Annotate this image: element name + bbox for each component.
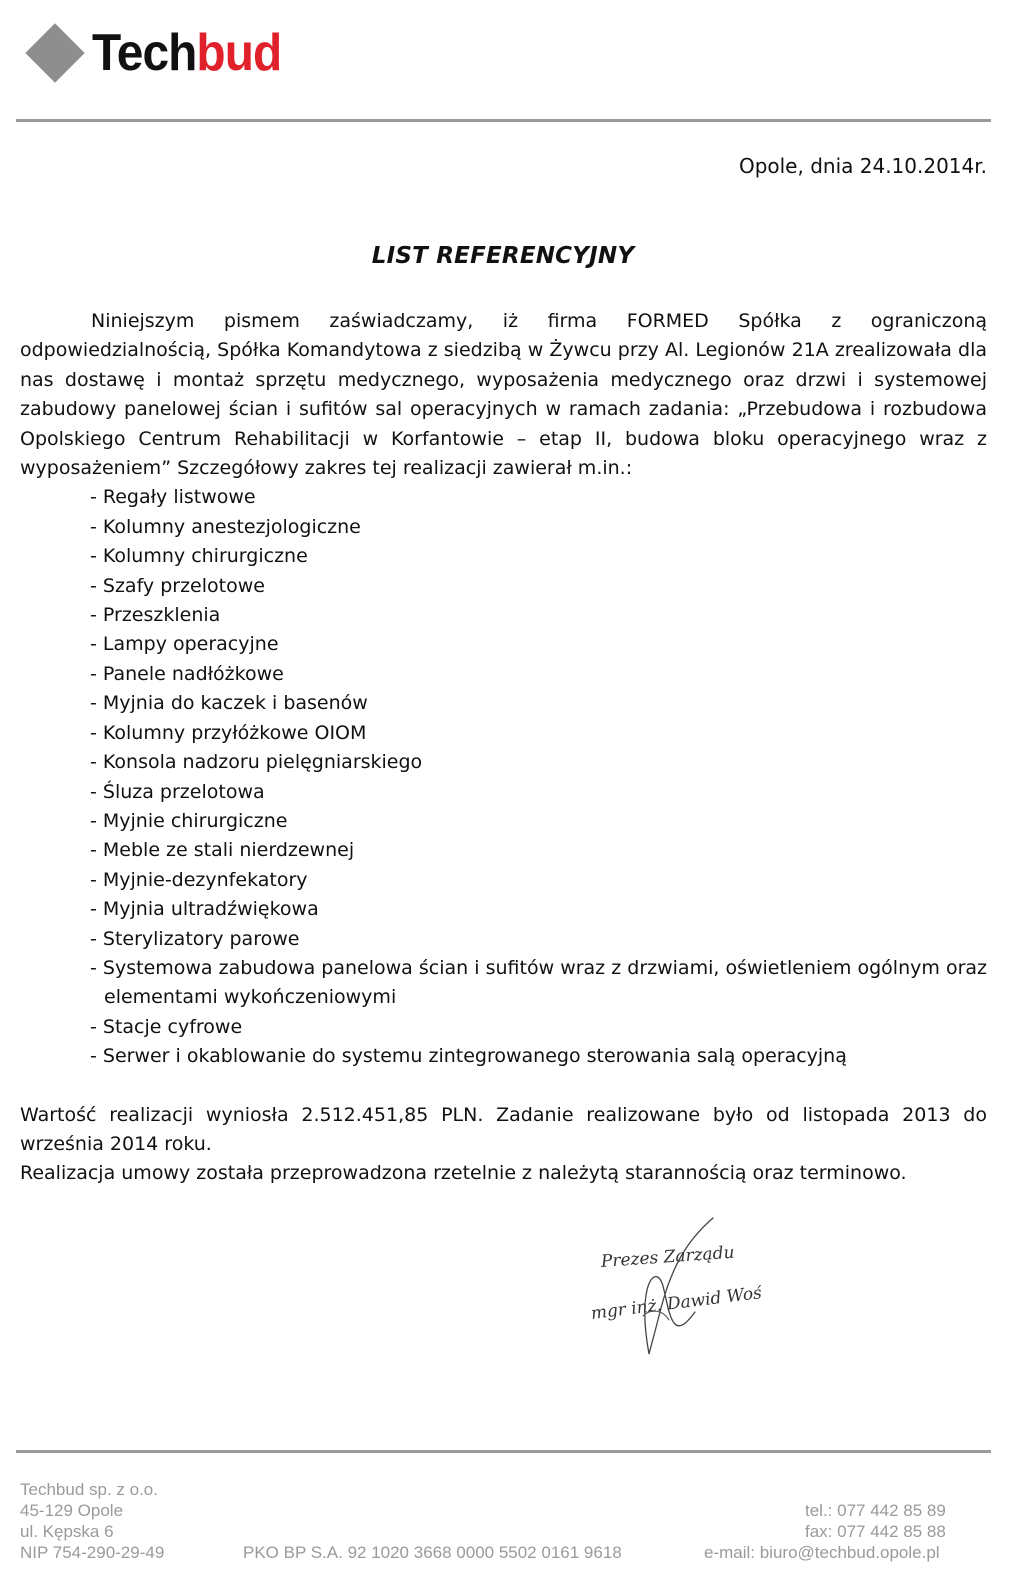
- signature-name: mgr inż. Dawid Woś: [589, 1283, 763, 1324]
- footer-bank-account: PKO BP S.A. 92 1020 3668 0000 5502 0161 9618: [243, 1543, 622, 1562]
- footer-contact: [805, 1500, 946, 1542]
- list-item: - Przeszklenia: [90, 604, 221, 627]
- logo-wordmark-tech: Tech: [92, 24, 197, 82]
- letter-title: LIST REFERENCYJNY: [371, 243, 635, 269]
- list-item: - Kolumny chirurgiczne: [90, 545, 308, 568]
- list-item: - Myjnie-dezynfekatory: [90, 868, 308, 891]
- company-logo: [26, 22, 298, 84]
- footer-tel: tel.: 077 442 85 89: [805, 1501, 946, 1520]
- list-item: - Szafy przelotowe: [90, 574, 265, 597]
- logo-wordmark-bud: bud: [196, 24, 282, 82]
- list-item: - Myjnia do kaczek i basenów: [90, 692, 368, 715]
- footer-fax: fax: 077 442 85 88: [805, 1522, 946, 1541]
- footer-address: [20, 1479, 164, 1563]
- scope-list: [20, 483, 987, 1071]
- signature-stamp: [585, 1212, 775, 1362]
- list-item: - Regały listwowe: [90, 486, 256, 509]
- list-item: - Sterylizatory parowe: [90, 927, 300, 950]
- list-item: - Systemowa zabudowa panelowa ścian i sufitów wraz z drzwiami, oświetleniem ogólnym oraz elementami wykończeniowymi: [90, 956, 987, 1009]
- list-item: - Konsola nadzoru pielęgniarskiego: [90, 751, 423, 774]
- list-item: - Kolumny przyłóżkowe OIOM: [90, 721, 367, 744]
- logo-diamond-icon: [25, 23, 84, 82]
- list-item: - Myjnie chirurgiczne: [90, 809, 288, 832]
- list-item: - Panele nadłóżkowe: [90, 662, 284, 685]
- intro-paragraph: Niniejszym pismem zaświadczamy, iż firma FORMED Spółka z ograniczoną odpowiedzialnością, Spółka Komandytowa z siedzibą w Żywcu przy Al. Legionów 21A zrealizowała dla nas dostawę i montaż sprzętu medycznego, wyposażenia medycznego oraz drzwi i systemowej zabudowy panelowej ścian i sufitów sal operacyjnych w ramach zadania: „Przebudowa i rozbudowa Opolskiego Centrum Rehabilitacji w Korfantowie – etap II, budowa bloku operacyjnego wraz z wyposażeniem” Szczegółowy zakres tej realizacji zawierał m.in.:: [20, 310, 987, 480]
- header-divider: [16, 119, 991, 122]
- footer-email: e-mail: biuro@techbud.opole.pl: [704, 1543, 940, 1562]
- value-paragraph: Wartość realizacji wyniosła 2.512.451,85 PLN. Zadanie realizowane było od listopada 2013 do września 2014 roku.: [20, 1103, 987, 1155]
- list-item: - Kolumny anestezjologiczne: [90, 515, 361, 538]
- signature-role: Prezes Zarządu: [600, 1242, 736, 1272]
- list-item: - Myjnia ultradźwiękowa: [90, 898, 319, 921]
- list-item: - Śluza przelotowa: [90, 780, 265, 803]
- letter-date: Opole, dnia 24.10.2014r.: [738, 154, 987, 178]
- list-item: - Stacje cyfrowe: [90, 1015, 243, 1038]
- letter-body: [20, 307, 987, 1189]
- logo-wordmark: [92, 24, 282, 82]
- footer-divider: [16, 1450, 991, 1453]
- list-item: - Serwer i okablowanie do systemu zintegrowanego sterowania salą operacyjną: [90, 1045, 847, 1068]
- footer-nip: NIP 754-290-29-49: [20, 1543, 165, 1562]
- footer-company: Techbud sp. z o.o.: [20, 1480, 158, 1499]
- closing-paragraph: Realizacja umowy została przeprowadzona rzetelnie z należytą starannością oraz terminowo.: [20, 1162, 907, 1185]
- list-item: - Meble ze stali nierdzewnej: [90, 839, 355, 862]
- footer-street: ul. Kępska 6: [20, 1522, 114, 1541]
- footer-postal: 45-129 Opole: [20, 1501, 124, 1520]
- list-item: - Lampy operacyjne: [90, 633, 279, 656]
